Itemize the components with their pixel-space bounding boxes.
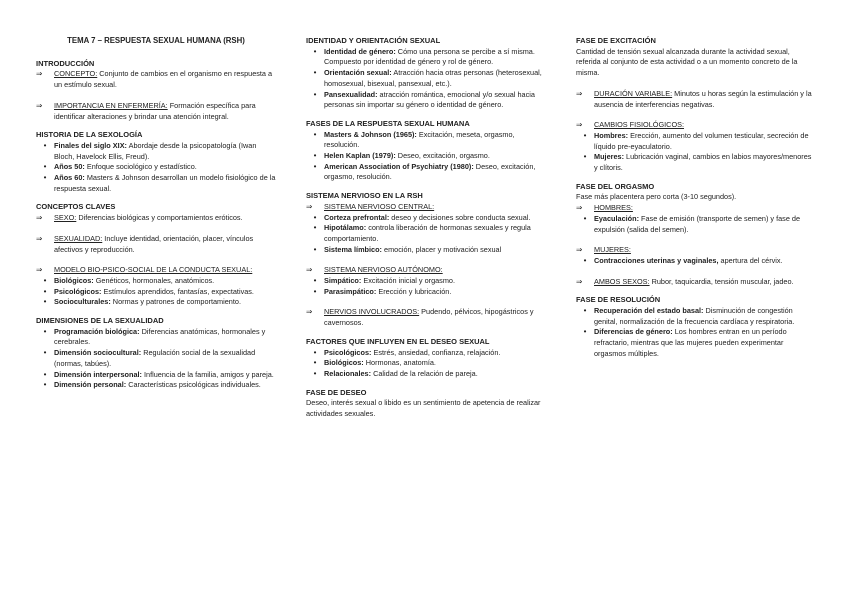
item-text: Excitación inicial y orgasmo. xyxy=(361,276,455,286)
arrow-icon: ⇒ xyxy=(36,69,43,79)
section-fases xyxy=(306,119,542,183)
item-text: emoción, placer y motivación sexual xyxy=(382,244,502,254)
item-label: Corteza prefrontal: xyxy=(324,212,390,222)
item-label: Simpático: xyxy=(324,276,362,286)
bullet-item xyxy=(36,370,276,381)
bullet-item xyxy=(306,47,542,68)
bullet-icon: • xyxy=(313,368,317,378)
section-heading: SISTEMA NERVIOSO EN LA RSH xyxy=(306,191,423,201)
item-label: Dimensión interpersonal: xyxy=(54,369,142,379)
term-text: Minutos u horas según la estimulación y la ausencia de interferencias negativas. xyxy=(594,88,812,109)
bullet-item xyxy=(306,151,542,162)
bullet-icon: • xyxy=(313,212,317,222)
column-1 xyxy=(36,36,276,399)
section-identidad xyxy=(306,36,542,111)
item-text: Deseo, excitación, orgasmo. xyxy=(395,151,490,161)
bullet-icon: • xyxy=(583,306,587,316)
bullet-icon: • xyxy=(43,173,47,183)
item-label: Diferencias de género: xyxy=(594,327,673,337)
item-label: Finales del siglo XIX: xyxy=(54,140,127,150)
item-label: Programación biológica: xyxy=(54,326,140,336)
bullet-icon: • xyxy=(583,152,587,162)
bullet-icon: • xyxy=(313,358,317,368)
bullet-icon: • xyxy=(583,130,587,140)
item-text: Estímulos aprendidos, fantasías, expectativas. xyxy=(101,286,254,296)
term-label: HOMBRES: xyxy=(594,203,633,213)
arrow-item xyxy=(36,213,276,224)
item-text: Diferencias anatómicas, hormonales y cerebrales. xyxy=(54,326,266,347)
bullet-list xyxy=(306,130,542,184)
item-text: controla liberación de hormonas sexuales y regula comportamiento. xyxy=(324,223,531,243)
item-label: Años 50: xyxy=(54,162,85,172)
section-heading: FASE DEL ORGASMO xyxy=(576,181,655,191)
term-label: CAMBIOS FISIOLÓGICOS: xyxy=(594,120,685,130)
column-2 xyxy=(306,36,542,428)
term-label: SISTEMA NERVIOSO CENTRAL: xyxy=(324,201,435,211)
arrow-icon: ⇒ xyxy=(36,100,43,110)
bullet-item xyxy=(576,131,816,152)
item-text: Hormonas, anatomía. xyxy=(363,358,436,368)
term-text: Pudendo, pélvicos, hipogástricos y cavernosos. xyxy=(324,307,534,328)
term-text: Conjunto de cambios en el organismo en respuesta a un estímulo sexual. xyxy=(54,69,273,90)
item-text: Erección y lubricación. xyxy=(376,286,452,296)
bullet-item xyxy=(36,287,276,298)
bullet-item xyxy=(306,223,542,244)
section-heading: FASE DE RESOLUCIÓN xyxy=(576,295,661,305)
section-heading: FASE DE EXCITACIÓN xyxy=(576,36,656,45)
term-label: CONCEPTO: xyxy=(54,69,98,79)
bullet-icon: • xyxy=(43,275,47,285)
item-label: Masters & Johnson (1965): xyxy=(324,129,417,139)
item-text: atracción romántica, emocional y/o sexual hacia personas sin importar su género o identidad de género. xyxy=(324,89,535,110)
bullet-icon: • xyxy=(583,327,587,337)
bullet-icon: • xyxy=(43,162,47,172)
item-text: Genéticos, hormonales, anatómicos. xyxy=(93,275,215,285)
document-title: TEMA 7 – RESPUESTA SEXUAL HUMANA (RSH) xyxy=(67,36,245,45)
arrow-item xyxy=(576,203,816,214)
item-label: Eyaculación: xyxy=(594,213,640,223)
bullet-list xyxy=(576,131,816,174)
arrow-icon: ⇒ xyxy=(306,307,313,317)
bullet-item xyxy=(36,297,276,308)
bullet-item xyxy=(36,348,276,369)
bullet-icon: • xyxy=(313,161,317,171)
bullet-item xyxy=(306,90,542,111)
bullet-item xyxy=(36,380,276,391)
bullet-list xyxy=(36,141,276,195)
arrow-icon: ⇒ xyxy=(306,265,313,275)
bullet-icon: • xyxy=(313,223,317,233)
arrow-item xyxy=(306,265,542,276)
section-introduccion xyxy=(36,59,276,123)
section-heading: CONCEPTOS CLAVES xyxy=(36,202,116,212)
item-text: Deseo, excitación, orgasmo, resolución. xyxy=(324,161,536,182)
item-text: Normas y patrones de comportamiento. xyxy=(110,297,241,307)
bullet-icon: • xyxy=(313,151,317,161)
section-sistema-nervioso xyxy=(306,191,542,329)
bullet-item xyxy=(306,130,542,151)
bullet-item xyxy=(306,348,542,359)
bullet-icon: • xyxy=(313,129,317,139)
item-text: Excitación, meseta, orgasmo, resolución. xyxy=(324,129,515,150)
term-label: SEXUALIDAD: xyxy=(54,233,103,243)
item-label: Hipotálamo: xyxy=(324,223,367,233)
bullet-icon: • xyxy=(43,297,47,307)
section-fase-deseo xyxy=(306,388,542,420)
bullet-icon: • xyxy=(43,348,47,358)
item-text: Atracción hacia otras personas (heterosexual, homosexual, bisexual, pansexual, etc.). xyxy=(324,68,542,88)
term-label: DURACIÓN VARIABLE: xyxy=(594,88,673,98)
section-fase-resolucion xyxy=(576,295,816,359)
bullet-item xyxy=(576,306,816,327)
bullet-icon: • xyxy=(43,326,47,336)
bullet-item xyxy=(36,141,276,162)
bullet-item xyxy=(576,214,816,235)
item-text: Características psicológicas individuales. xyxy=(126,380,261,390)
item-label: Años 60: xyxy=(54,173,85,183)
arrow-item xyxy=(36,265,276,276)
bullet-item xyxy=(306,245,542,256)
column-3 xyxy=(576,36,816,368)
section-heading: FACTORES QUE INFLUYEN EN EL DESEO SEXUAL xyxy=(306,336,490,346)
arrow-icon: ⇒ xyxy=(36,213,43,223)
section-heading: FASES DE LA RESPUESTA SEXUAL HUMANA xyxy=(306,118,470,128)
item-label: Hombres: xyxy=(594,130,629,140)
term-text: Formación específica para identificar alteraciones y brindar una atención integral. xyxy=(54,100,256,121)
section-factores xyxy=(306,337,542,380)
bullet-list xyxy=(36,327,276,391)
paragraph: Cantidad de tensión sexual alcanzada durante la actividad sexual, referida al conjunto de esta actividad o a un momento concreto de la misma. xyxy=(576,46,798,78)
item-text: apertura del cérvix. xyxy=(718,255,783,265)
item-text: Lubricación vaginal, cambios en labios mayores/menores y clítoris. xyxy=(594,152,812,173)
bullet-icon: • xyxy=(43,369,47,379)
arrow-icon: ⇒ xyxy=(576,88,583,98)
item-label: Mujeres: xyxy=(594,152,625,162)
arrow-icon: ⇒ xyxy=(576,245,583,255)
arrow-icon: ⇒ xyxy=(576,120,583,130)
item-label: Parasimpático: xyxy=(324,286,377,296)
term-label: SEXO: xyxy=(54,213,77,223)
arrow-icon: ⇒ xyxy=(306,201,313,211)
bullet-item xyxy=(306,369,542,380)
item-label: Orientación sexual: xyxy=(324,68,392,78)
item-label: American Association of Psychiatry (1980): xyxy=(324,161,474,171)
bullet-item xyxy=(306,162,542,183)
section-fase-orgasmo xyxy=(576,182,816,288)
item-text: Influencia de la familia, amigos y pareja. xyxy=(141,369,274,379)
term-label: MUJERES: xyxy=(594,245,631,255)
item-text: Enfoque sociológico y estadístico. xyxy=(84,162,197,172)
bullet-item xyxy=(576,152,816,173)
section-dimensiones xyxy=(36,316,276,391)
item-label: Recuperación del estado basal: xyxy=(594,306,704,316)
bullet-list xyxy=(306,213,542,256)
term-label: MODELO BIO-PSICO-SOCIAL DE LA CONDUCTA SEXUAL: xyxy=(54,265,253,275)
arrow-icon: ⇒ xyxy=(576,276,583,286)
arrow-icon: ⇒ xyxy=(576,203,583,213)
bullet-item xyxy=(576,327,816,359)
bullet-icon: • xyxy=(43,380,47,390)
bullet-icon: • xyxy=(313,68,317,78)
bullet-icon: • xyxy=(43,140,47,150)
item-label: Sistema límbico: xyxy=(324,244,382,254)
bullet-list xyxy=(576,306,816,360)
item-label: Socioculturales: xyxy=(54,297,111,307)
item-label: Identidad de género: xyxy=(324,46,396,56)
item-text: Cómo una persona se percibe a sí misma. Compuesto por identidad de género y rol de género. xyxy=(324,46,535,67)
item-label: Dimensión sociocultural: xyxy=(54,348,142,358)
arrow-item xyxy=(576,245,816,256)
arrow-item xyxy=(576,89,816,110)
section-heading: INTRODUCCIÓN xyxy=(36,58,95,68)
bullet-item xyxy=(36,162,276,173)
bullet-item xyxy=(36,276,276,287)
term-text: Diferencias biológicas y comportamientos eróticos. xyxy=(76,213,243,223)
bullet-item xyxy=(306,276,542,287)
bullet-icon: • xyxy=(313,286,317,296)
item-label: Relacionales: xyxy=(324,368,372,378)
section-historia xyxy=(36,130,276,194)
item-text: deseo y decisiones sobre conducta sexual. xyxy=(389,212,531,222)
term-label: SISTEMA NERVIOSO AUTÓNOMO: xyxy=(324,265,443,275)
bullet-list xyxy=(306,276,542,297)
term-text: Rubor, taquicardia, tensión muscular, jadeo. xyxy=(649,276,794,286)
term-label: IMPORTANCIA EN ENFERMERÍA: xyxy=(54,100,168,110)
arrow-item xyxy=(576,120,816,131)
bullet-item xyxy=(306,213,542,224)
item-label: Psicológicos: xyxy=(54,286,102,296)
term-label: AMBOS SEXOS: xyxy=(594,276,650,286)
bullet-item xyxy=(306,287,542,298)
bullet-list xyxy=(576,256,816,267)
term-label: NERVIOS INVOLUCRADOS: xyxy=(324,307,420,317)
paragraph: Deseo, interés sexual o libido es un sentimiento de apetencia de realizar actividades sexuales. xyxy=(306,398,541,419)
item-label: Biológicos: xyxy=(54,275,94,285)
bullet-icon: • xyxy=(313,89,317,99)
item-text: Regulación social de la sexualidad (normas, tabúes). xyxy=(54,348,256,368)
arrow-item xyxy=(576,277,816,288)
bullet-icon: • xyxy=(313,276,317,286)
bullet-item xyxy=(36,327,276,348)
bullet-icon: • xyxy=(583,255,587,265)
arrow-item xyxy=(36,101,276,122)
bullet-icon: • xyxy=(43,286,47,296)
paragraph: Fase más placentera pero corta (3-10 segundos). xyxy=(576,192,737,202)
item-text: Fase de emisión (transporte de semen) y fase de expulsión (salida del semen). xyxy=(594,213,801,234)
section-heading: DIMENSIONES DE LA SEXUALIDAD xyxy=(36,316,164,326)
arrow-icon: ⇒ xyxy=(36,265,43,275)
arrow-item xyxy=(306,202,542,213)
bullet-icon: • xyxy=(583,213,587,223)
bullet-list xyxy=(576,214,816,235)
item-text: Calidad de la relación de pareja. xyxy=(371,368,478,378)
section-heading: HISTORIA DE LA SEXOLOGÍA xyxy=(36,130,143,140)
bullet-icon: • xyxy=(313,46,317,56)
item-label: Helen Kaplan (1979): xyxy=(324,151,396,161)
bullet-list xyxy=(306,47,542,111)
item-label: Biológicos: xyxy=(324,358,364,368)
bullet-icon: • xyxy=(313,347,317,357)
item-text: Erección, aumento del volumen testicular, secreción de líquido pre-eyaculatorio. xyxy=(594,130,809,151)
bullet-item xyxy=(306,68,542,89)
item-text: Estrés, ansiedad, confianza, relajación. xyxy=(371,347,501,357)
bullet-item xyxy=(36,173,276,194)
section-heading: IDENTIDAD Y ORIENTACIÓN SEXUAL xyxy=(306,36,441,45)
item-label: Dimensión personal: xyxy=(54,380,127,390)
arrow-item xyxy=(306,307,542,328)
term-text: Incluye identidad, orientación, placer, vínculos afectivos y reproducción. xyxy=(54,233,254,254)
bullet-list xyxy=(306,348,542,380)
section-conceptos xyxy=(36,202,276,308)
bullet-item xyxy=(306,358,542,369)
arrow-item xyxy=(36,234,276,255)
item-text: Abordaje desde la psicopatología (Iwan Bloch, Havelock Ellis, Freud). xyxy=(54,140,257,161)
bullet-item xyxy=(576,256,816,267)
item-label: Pansexualidad: xyxy=(324,89,378,99)
bullet-list xyxy=(36,276,276,308)
item-label: Contracciones uterinas y vaginales, xyxy=(594,255,719,265)
section-fase-excitacion xyxy=(576,36,816,174)
item-text: Los hombres entran en un período refractario, mientras que las mujeres pueden experimentar orgasmos múltiples. xyxy=(594,327,787,358)
item-text: Masters & Johnson desarrollan un modelo fisiológico de la respuesta sexual. xyxy=(54,173,276,193)
item-text: Disminución de congestión genital, normalización de la frecuencia cardíaca y respiratoria. xyxy=(594,306,795,326)
item-label: Psicológicos: xyxy=(324,347,372,357)
section-heading: FASE DE DESEO xyxy=(306,387,367,397)
arrow-item xyxy=(36,69,276,90)
arrow-icon: ⇒ xyxy=(36,233,43,243)
bullet-icon: • xyxy=(313,244,317,254)
